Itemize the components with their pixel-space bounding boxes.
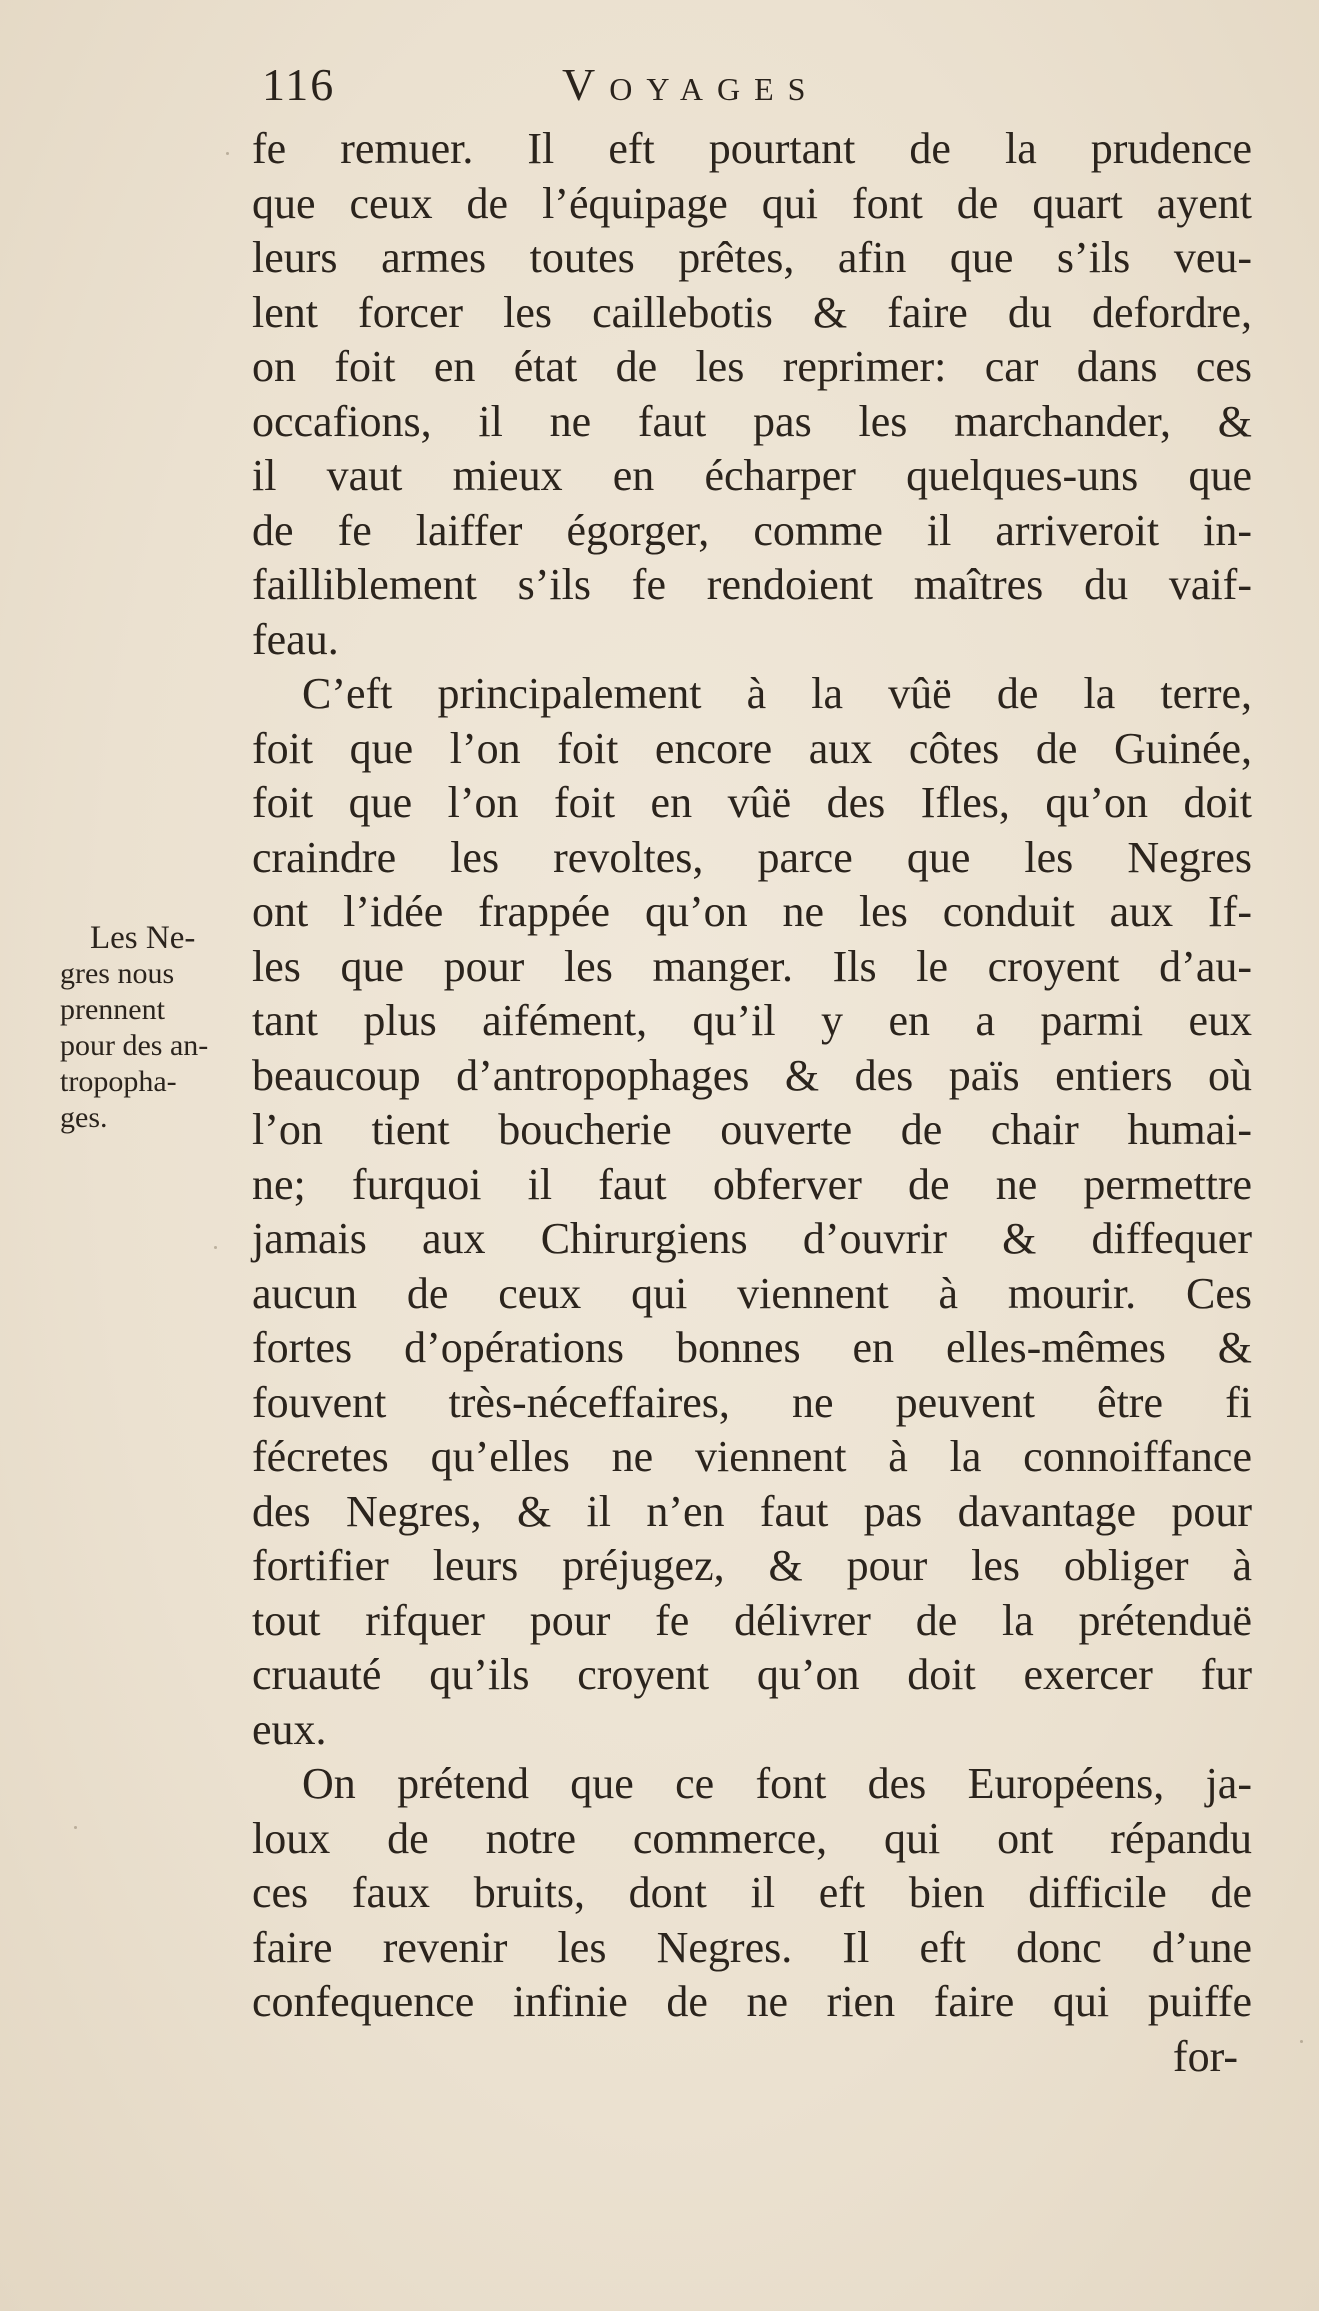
- text-line: fortes d’opérations bonnes en elles-mêmes &: [252, 1323, 1252, 1372]
- text-line: aucun de ceux qui viennent à mourir. Ces: [252, 1268, 1252, 1318]
- text-line: fortifier leurs préjugez, & pour les obliger à: [252, 1541, 1252, 1590]
- text-line: leurs armes toutes prêtes, afin que s’ils veu-: [252, 233, 1252, 282]
- text-line: fe remuer. Il eft pourtant de la prudence: [252, 124, 1252, 173]
- text-line: foit que l’on foit encore aux côtes de Guinée,: [252, 723, 1252, 773]
- text-line: tout rifquer pour fe délivrer de la prétenduë: [252, 1595, 1252, 1645]
- page-number: 116: [262, 59, 336, 110]
- text-line: beaucoup d’antropophages & des païs entiers où: [252, 1050, 1252, 1100]
- text-line: des Negres, & il n’en faut pas davantage pour: [252, 1486, 1252, 1536]
- text-line: ces faux bruits, dont il eft bien difficile de: [252, 1868, 1252, 1917]
- text-line: loux de notre commerce, qui ont répandu: [252, 1813, 1252, 1863]
- text-line: confequence infinie de ne rien faire qui puiffe: [252, 1977, 1252, 2026]
- text-line: il vaut mieux en écharper quelques-uns que: [252, 451, 1252, 500]
- paper-speck: [214, 1246, 217, 1249]
- text-line: craindre les revoltes, parce que les Negres: [252, 832, 1252, 882]
- text-line: lent forcer les caillebotis & faire du defordre,: [252, 287, 1252, 337]
- text-line: eux.: [252, 1704, 327, 1754]
- text-line: tant plus aifément, qu’il y en a parmi eux: [252, 996, 1252, 1045]
- margin-note-line: tropopha-: [60, 1065, 177, 1098]
- text-line: feau.: [252, 614, 339, 664]
- margin-note: [60, 920, 240, 1136]
- paragraph-start-line: C’eft principalement à la vûë de la terre,: [302, 669, 1252, 718]
- text-line: que ceux de l’équipage qui font de quart ayent: [252, 178, 1252, 228]
- margin-note-line: prennent: [60, 993, 165, 1026]
- text-line: jamais aux Chirurgiens d’ouvrir & diffequer: [252, 1214, 1252, 1263]
- text-line: de fe laiffer égorger, comme il arriveroit in-: [252, 505, 1252, 555]
- margin-note-line: Les Ne-: [90, 920, 196, 956]
- text-line: fécretes qu’elles ne viennent à la connoiffance: [252, 1432, 1252, 1481]
- paper-speck: [226, 152, 229, 155]
- paragraph-start-line: On prétend que ce font des Européens, ja-: [302, 1759, 1252, 1808]
- paper-speck: [1300, 2040, 1303, 2043]
- text-line: l’on tient boucherie ouverte de chair humai-: [252, 1105, 1252, 1154]
- text-line: occafions, il ne faut pas les marchander, &: [252, 396, 1252, 446]
- paper-speck: [74, 1826, 77, 1829]
- text-line: les que pour les manger. Ils le croyent d’au-: [252, 941, 1252, 991]
- text-line: foit que l’on foit en vûë des Ifles, qu’on doit: [252, 778, 1252, 827]
- text-line: cruauté qu’ils croyent qu’on doit exercer fur: [252, 1650, 1252, 1699]
- catchword: for-: [1172, 2031, 1238, 2081]
- margin-note-line: gres nous: [60, 957, 175, 990]
- text-line: on foit en état de les reprimer: car dans ces: [252, 342, 1252, 391]
- text-line: ont l’idée frappée qu’on ne les conduit aux If-: [252, 887, 1252, 936]
- running-title: Voyages: [562, 59, 820, 110]
- margin-note-line: pour des an-: [60, 1029, 209, 1062]
- text-line: ne; furquoi il faut obferver de ne permettre: [252, 1159, 1252, 1209]
- text-line: failliblement s’ils fe rendoient maîtres du vaif-: [252, 560, 1252, 609]
- text-line: faire revenir les Negres. Il eft donc d’une: [252, 1922, 1252, 1972]
- margin-note-line: ges.: [60, 1101, 108, 1134]
- main-text-block: [252, 122, 1252, 2084]
- text-line: fouvent très-néceffaires, ne peuvent être fi: [252, 1377, 1252, 1427]
